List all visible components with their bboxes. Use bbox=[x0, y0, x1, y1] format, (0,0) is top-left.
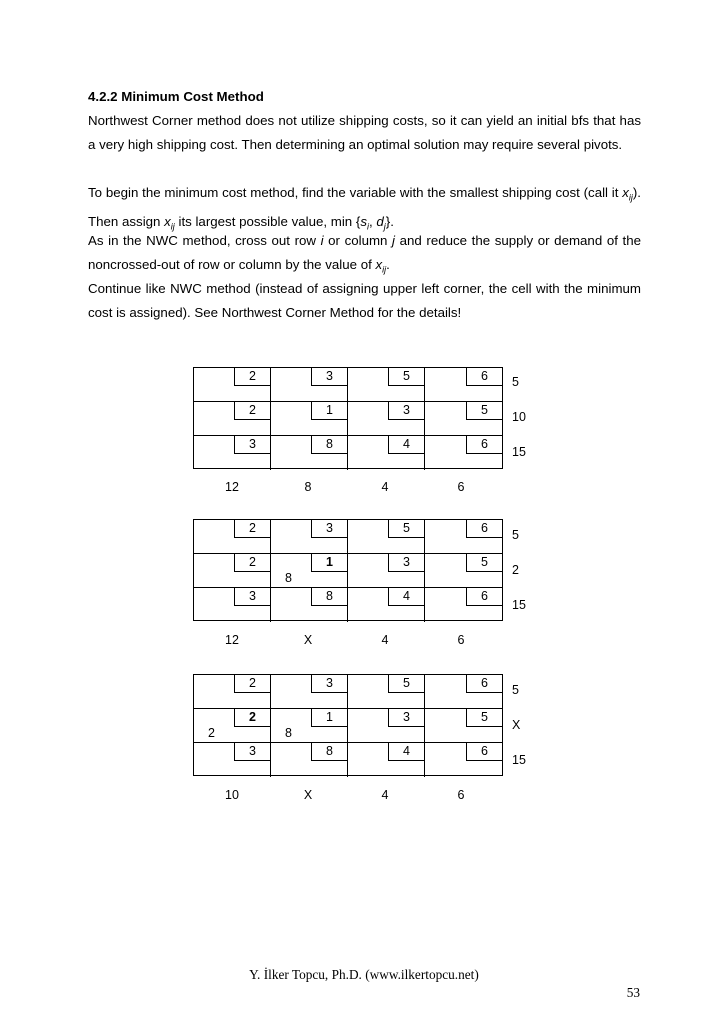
cost-value: 1 bbox=[311, 402, 347, 420]
subscript-ij: ij bbox=[628, 192, 633, 203]
var-j: j bbox=[392, 233, 396, 248]
cell bbox=[425, 588, 502, 622]
cell bbox=[271, 588, 348, 622]
cost-value: 6 bbox=[466, 588, 502, 606]
footer-author: Y. İlker Topcu, Ph.D. (www.ilkertopcu.net) bbox=[249, 967, 479, 982]
var-x: x bbox=[622, 185, 629, 200]
cost-value: 3 bbox=[311, 520, 347, 538]
text-run: or column bbox=[323, 233, 393, 248]
cell bbox=[425, 436, 502, 470]
cost-value: 5 bbox=[388, 520, 424, 538]
cell bbox=[348, 743, 425, 777]
cell bbox=[271, 675, 348, 709]
cost-value: 2 bbox=[234, 402, 270, 420]
cell bbox=[194, 675, 271, 709]
supply-value: 10 bbox=[512, 410, 526, 424]
cost-value: 5 bbox=[388, 675, 424, 693]
cost-value: 8 bbox=[311, 588, 347, 606]
cell bbox=[194, 368, 271, 402]
var-x: x bbox=[164, 213, 171, 229]
cost-value: 8 bbox=[311, 743, 347, 761]
cell bbox=[271, 520, 348, 554]
cost-value: 3 bbox=[388, 402, 424, 420]
supply-value: 5 bbox=[512, 683, 519, 697]
var-x: x bbox=[375, 257, 383, 272]
subscript-ij: ij bbox=[382, 264, 387, 275]
supply-value: 15 bbox=[512, 445, 526, 459]
var-i: i bbox=[320, 233, 324, 248]
text-run: As in the NWC method, cross out row bbox=[88, 233, 321, 248]
cell bbox=[271, 368, 348, 402]
cost-value: 3 bbox=[234, 588, 270, 606]
cell bbox=[348, 675, 425, 709]
subscript-ij: ij bbox=[170, 221, 175, 232]
cell bbox=[348, 554, 425, 588]
text-run: }. bbox=[385, 213, 394, 229]
cell bbox=[425, 520, 502, 554]
cost-value: 3 bbox=[234, 436, 270, 454]
cost-value: 4 bbox=[388, 588, 424, 606]
cost-value: 6 bbox=[466, 436, 502, 454]
cell bbox=[271, 743, 348, 777]
cell bbox=[348, 436, 425, 470]
cell bbox=[194, 436, 271, 470]
demand-value: 4 bbox=[381, 633, 389, 647]
cost-value: 3 bbox=[388, 709, 424, 727]
text-run: and reduce the supply or demand of the noncrossed-out of row or column by the value of bbox=[88, 233, 641, 272]
cell bbox=[348, 709, 425, 743]
cost-value: 4 bbox=[388, 743, 424, 761]
cell bbox=[425, 402, 502, 436]
cell bbox=[271, 402, 348, 436]
cell bbox=[271, 709, 348, 743]
demand-value: 6 bbox=[457, 633, 465, 647]
cost-value: 6 bbox=[466, 743, 502, 761]
cell bbox=[194, 520, 271, 554]
demand-value: 10 bbox=[225, 788, 239, 802]
transportation-table-2 bbox=[193, 519, 503, 621]
transportation-table-1 bbox=[193, 367, 503, 469]
cell bbox=[194, 709, 271, 743]
demand-value: 12 bbox=[225, 633, 239, 647]
supply-value: X bbox=[512, 718, 521, 732]
supply-value: 15 bbox=[512, 753, 526, 767]
cell bbox=[425, 709, 502, 743]
cost-value: 6 bbox=[466, 675, 502, 693]
text-run: . bbox=[386, 257, 390, 272]
text-run: ). Then assign bbox=[88, 185, 641, 229]
demand-value: 6 bbox=[457, 788, 465, 802]
cell bbox=[425, 554, 502, 588]
demand-value: X bbox=[303, 788, 313, 802]
cell bbox=[194, 402, 271, 436]
cost-value: 5 bbox=[466, 554, 502, 572]
cost-value: 3 bbox=[388, 554, 424, 572]
cell bbox=[425, 675, 502, 709]
text-run: , bbox=[368, 213, 377, 229]
cell bbox=[348, 402, 425, 436]
subscript-i: i bbox=[366, 221, 369, 232]
cost-value: 2 bbox=[234, 675, 270, 693]
demand-value: 12 bbox=[225, 480, 239, 494]
paragraph-nwc-limitation: Northwest Corner method does not utilize shipping costs, so it can yield an initial bfs that has a very high shipping cost. Then determining an optimal solution may require several pivots. bbox=[88, 113, 641, 152]
demand-value: 4 bbox=[381, 788, 389, 802]
subscript-j: j bbox=[383, 221, 386, 232]
cost-value: 3 bbox=[234, 743, 270, 761]
cell bbox=[194, 743, 271, 777]
cost-value: 2 bbox=[234, 709, 270, 727]
section-heading: 4.2.2 Minimum Cost Method bbox=[88, 89, 264, 104]
page-number: 53 bbox=[626, 985, 640, 1000]
cell bbox=[194, 588, 271, 622]
cell bbox=[425, 743, 502, 777]
cost-value: 3 bbox=[311, 368, 347, 386]
cost-value: 8 bbox=[311, 436, 347, 454]
paragraph-cross-out bbox=[88, 229, 641, 282]
supply-value: 2 bbox=[512, 563, 519, 577]
cost-value: 2 bbox=[234, 368, 270, 386]
cost-value: 2 bbox=[234, 554, 270, 572]
cost-value: 5 bbox=[466, 402, 502, 420]
cell bbox=[348, 588, 425, 622]
supply-value: 15 bbox=[512, 598, 526, 612]
demand-value: 6 bbox=[457, 480, 465, 494]
text-run: its largest possible value, min { bbox=[174, 213, 361, 229]
supply-value: 5 bbox=[512, 375, 519, 389]
cost-value: 5 bbox=[466, 709, 502, 727]
cell bbox=[271, 436, 348, 470]
cell bbox=[348, 520, 425, 554]
allocation-value: 8 bbox=[285, 571, 292, 585]
cell bbox=[348, 368, 425, 402]
cost-value: 6 bbox=[466, 520, 502, 538]
var-d: d bbox=[376, 213, 384, 229]
cost-value: 5 bbox=[388, 368, 424, 386]
paragraph-continue: Continue like NWC method (instead of assigning upper left corner, the cell with the minimum cost is assigned). See Northwest Corner Method for the details! bbox=[88, 281, 641, 320]
transportation-table-3 bbox=[193, 674, 503, 776]
cost-value: 6 bbox=[466, 368, 502, 386]
cost-value: 3 bbox=[311, 675, 347, 693]
cell bbox=[425, 368, 502, 402]
supply-value: 5 bbox=[512, 528, 519, 542]
cost-value: 4 bbox=[388, 436, 424, 454]
demand-value: 8 bbox=[304, 480, 312, 494]
demand-value: 4 bbox=[381, 480, 389, 494]
text-run: To begin the minimum cost method, find the variable with the smallest shipping cost (call it bbox=[88, 185, 623, 200]
cost-value: 1 bbox=[311, 554, 347, 572]
var-s: s bbox=[360, 213, 367, 229]
allocation-value: 8 bbox=[285, 726, 292, 740]
cost-value: 2 bbox=[234, 520, 270, 538]
cell bbox=[271, 554, 348, 588]
allocation-value: 2 bbox=[208, 726, 215, 740]
cost-value: 1 bbox=[311, 709, 347, 727]
cell bbox=[194, 554, 271, 588]
demand-value: X bbox=[303, 633, 313, 647]
